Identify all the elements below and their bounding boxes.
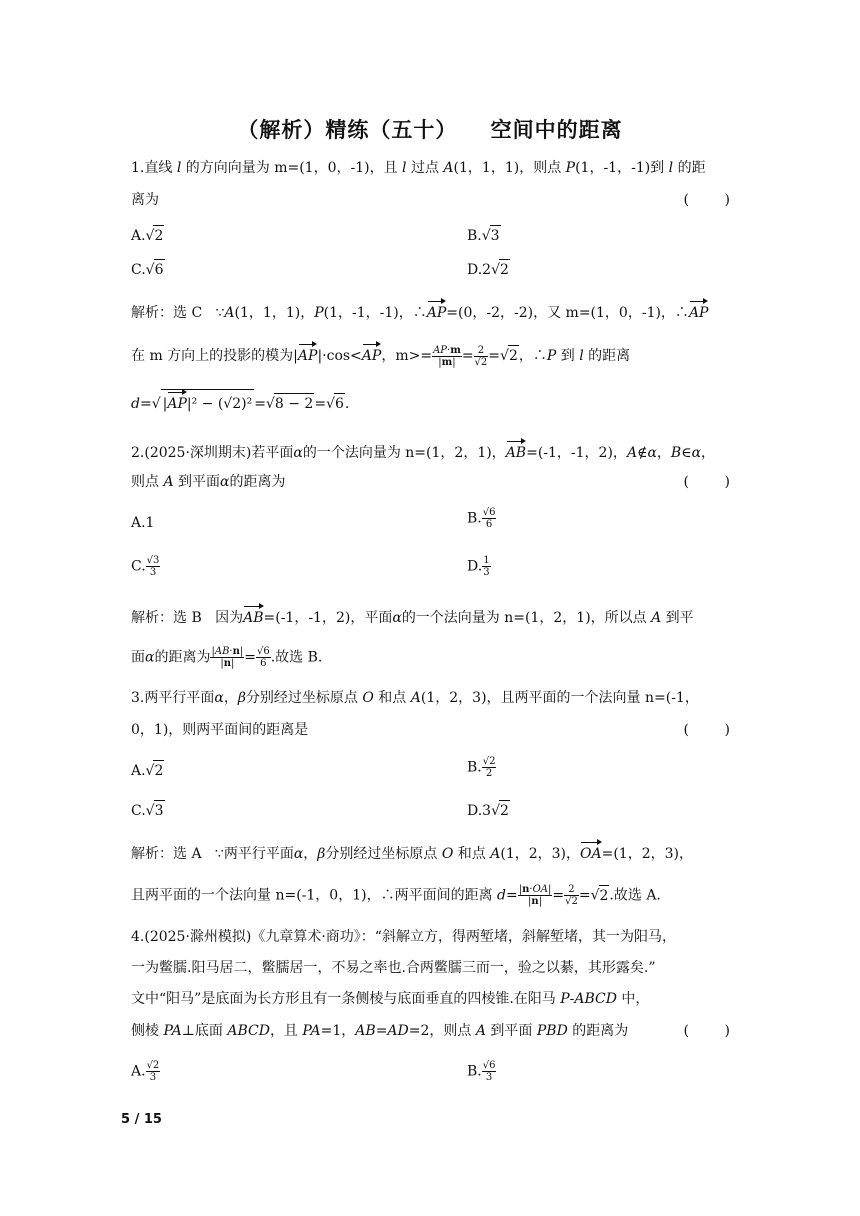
q1-answer-paren: ( ) <box>683 192 730 208</box>
q4-option-b: B. $\frac{√6}{3}$ <box>467 1060 496 1083</box>
q2-option-d: D. $\frac{1}{3}$ <box>467 555 490 578</box>
q2-answer-paren: ( ) <box>683 474 730 490</box>
q2-option-b: B. $\frac{√6}{6}$ <box>467 507 496 530</box>
q1-option-c: C.√6 <box>131 259 165 280</box>
q1-stem-line2: 离为 <box>131 192 159 208</box>
q3-option-c: C.√3 <box>131 800 165 821</box>
q2-option-a: A.1 <box>131 515 155 531</box>
q3-option-a: A.√2 <box>131 760 164 781</box>
q4-stem-line2: 一为鳖臑.阳马居二，鳖臑居一，不易之率也.合两鳖臑三而一，验之以綦，其形露矣.” <box>131 960 656 976</box>
q2-solution-line2: 面α的距离为 $\frac{|AB\cdot n|}{|n|}$ = $\frac{√6}{6}$ .故选 B. <box>131 646 323 669</box>
q3-option-b: B. $\frac{√2}{2}$ <box>467 756 496 779</box>
q4-stem-line4: 侧棱 PA⊥底面 ABCD，且 PA=1，AB=AD=2，则点 A 到平面 PBD 的距离为 <box>131 1023 629 1039</box>
q1-solution-line1: 解析：选 C ∵A(1，1，1)，P(1，-1，-1)，∴AP=(0，-2，-2)，又 m=(1，0，-1)，∴AP <box>131 299 731 323</box>
q1-option-b: B.√3 <box>467 225 501 246</box>
q3-solution-line1: 解析：选 A ∵两平行平面α，β分别经过坐标原点 O 和点 A(1，2，3)，OA=(1，2，3)， <box>131 840 731 864</box>
q2-stem-line2: 则点 A 到平面α的距离为 <box>131 474 286 490</box>
q1-solution-line2: 在 m 方向上的投影的模为|AP|·cos<AP，m>= $\frac{AP\cdot m}{|m|}$ = $\frac{2}{√2}$ =√2，∴P 到 l 的距离 <box>131 342 731 368</box>
q3-option-d: D.3√2 <box>467 800 510 821</box>
q4-stem-line1: 4.(2025·滁州模拟)《九章算术·商功》：“斜解立方，得两堑堵，斜解堑堵，其一为阳马， <box>131 929 676 945</box>
q2-stem-line1: 2.(2025·深圳期末)若平面α的一个法向量为 n=(1，2，1)，AB=(-1，-1，2)，A∉α，B∈α， <box>131 439 731 463</box>
page-title: （解析）精练（五十） 空间中的距离 <box>237 118 623 142</box>
q4-answer-paren: ( ) <box>683 1023 730 1039</box>
q1-option-d: D.2√2 <box>467 259 510 280</box>
q1-solution-line3: d=√ |AP|² − (√2)² =√8 − 2=√6. <box>131 389 731 414</box>
q1-stem-line1: 1.直线 l 的方向向量为 m=(1，0，-1)，且 l 过点 A(1，1，1)，则点 P(1，-1，-1)到 l 的距 <box>131 160 706 176</box>
q3-stem-line2: 0，1)，则两平面间的距离是 <box>131 722 309 738</box>
q3-answer-paren: ( ) <box>683 722 730 738</box>
q2-option-c: C. $\frac{√3}{3}$ <box>131 555 160 578</box>
q2-solution-line1: 解析：选 B 因为AB=(-1，-1，2)，平面α的一个法向量为 n=(1，2，1)，所以点 A 到平 <box>131 604 731 628</box>
q1-option-a: A.√2 <box>131 225 164 246</box>
q4-stem-line3: 文中“阳马”是底面为长方形且有一条侧棱与底面垂直的四棱锥.在阳马 P-ABCD 中， <box>131 991 650 1007</box>
page-number: 5 / 15 <box>121 1112 162 1127</box>
q3-solution-line2: 且两平面的一个法向量 n=(-1，0，1)，∴两平面间的距离 d= $\frac{|n\cdot OA|}{|n|}$ = $\frac{2}{√2}$ =√2.故选 A. <box>131 884 661 907</box>
q4-option-a: A. $\frac{√2}{3}$ <box>131 1060 160 1083</box>
q3-stem-line1: 3.两平行平面α，β分别经过坐标原点 O 和点 A(1，2，3)，且两平面的一个法向量 n=(-1， <box>131 690 699 706</box>
